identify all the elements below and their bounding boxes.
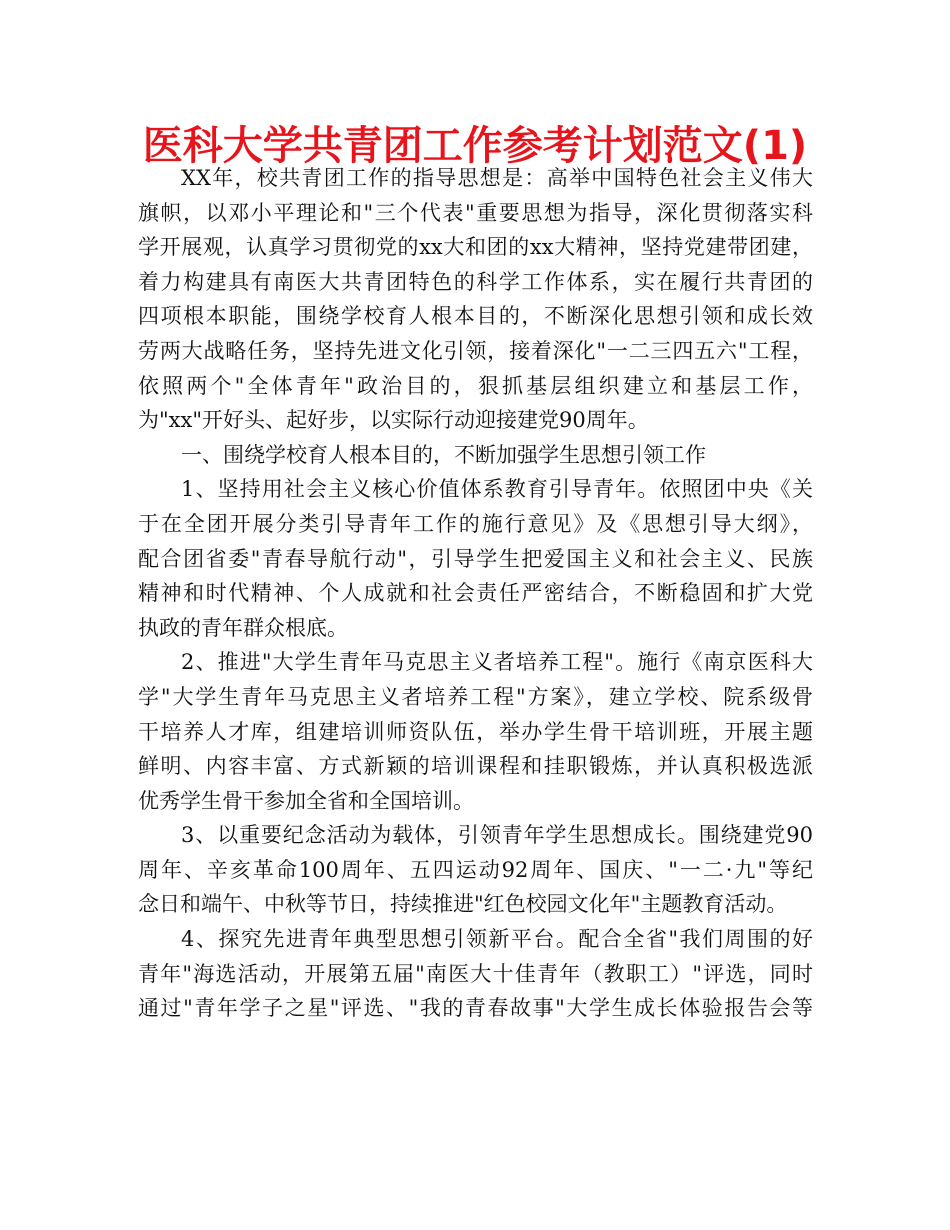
paragraph-item-1 <box>138 472 813 645</box>
text-line: 学开展观，认真学习贯彻党的xx大和团的xx大精神，坚持党建带团建， <box>138 235 813 260</box>
paragraph-item-3 <box>138 818 813 922</box>
paragraph-item-4 <box>138 922 813 1026</box>
text-line: 于在全团开展分类引导青年工作的施行意见》及《思想引导大纲》， <box>138 511 813 536</box>
text-line: 2、推进"大学生青年马克思主义者培养工程"。施行《南京医科大 <box>181 650 813 675</box>
text-line: 周年、辛亥革命100周年、五四运动92周年、国庆、"一二·九"等纪 <box>138 857 813 882</box>
text-line: 着力构建具有南医大共青团特色的科学工作体系，实在履行共青团的 <box>138 269 813 294</box>
text-line: 一、围绕学校育人根本目的，不断加强学生思想引领工作 <box>181 442 706 467</box>
text-line: 执政的青年群众根底。 <box>138 615 348 640</box>
text-line: 青年"海选活动，开展第五届"南医大十佳青年（教职工）"评选，同时 <box>138 961 813 986</box>
text-line: 劳两大战略任务，坚持先进文化引领，接着深化"一二三四五六"工程， <box>138 338 813 363</box>
text-line: 精神和时代精神、个人成就和社会责任严密结合，不断稳固和扩大党 <box>138 581 813 606</box>
text-line: 优秀学生骨干参加全省和全国培训。 <box>138 788 474 813</box>
section-heading-1 <box>138 438 813 473</box>
document-body <box>138 161 813 1026</box>
text-line: 3、以重要纪念活动为载体，引领青年学生思想成长。围绕建党90 <box>181 823 813 848</box>
text-line: 干培养人才库，组建培训师资队伍，举办学生骨干培训班，开展主题 <box>138 719 813 744</box>
text-line: 配合团省委"青春导航行动"，引导学生把爱国主义和社会主义、民族 <box>138 546 813 571</box>
text-line: 鲜明、内容丰富、方式新颖的培训课程和挂职锻炼，并认真积极选派 <box>138 754 813 779</box>
paragraph-item-2 <box>138 645 813 818</box>
text-line: XX年，校共青团工作的指导思想是：高举中国特色社会主义伟大 <box>181 166 813 190</box>
text-line: 依照两个"全体青年"政治目的，狠抓基层组织建立和基层工作， <box>138 373 813 398</box>
paragraph-intro <box>138 161 813 438</box>
text-line: 通过"青年学子之星"评选、"我的青春故事"大学生成长体验报告会等 <box>138 996 813 1021</box>
text-line: 四项根本职能，围绕学校育人根本目的，不断深化思想引领和成长效 <box>138 304 813 329</box>
text-line: 旗帜，以邓小平理论和"三个代表"重要思想为指导，深化贯彻落实科 <box>138 200 813 225</box>
text-line: 学"大学生青年马克思主义者培养工程"方案》，建立学校、院系级骨 <box>138 684 813 709</box>
document-title: 医科大学共青团工作参考计划范文(1) <box>142 123 808 169</box>
text-line: 4、探究先进青年典型思想引领新平台。配合全省"我们周围的好 <box>181 927 813 952</box>
text-line: 1、坚持用社会主义核心价值体系教育引导青年。依照团中央《关 <box>181 477 813 502</box>
text-line: 为"xx"开好头、起好步，以实际行动迎接建党90周年。 <box>138 408 649 433</box>
text-line: 念日和端午、中秋等节日，持续推进"红色校园文化年"主题教育活动。 <box>138 892 788 917</box>
